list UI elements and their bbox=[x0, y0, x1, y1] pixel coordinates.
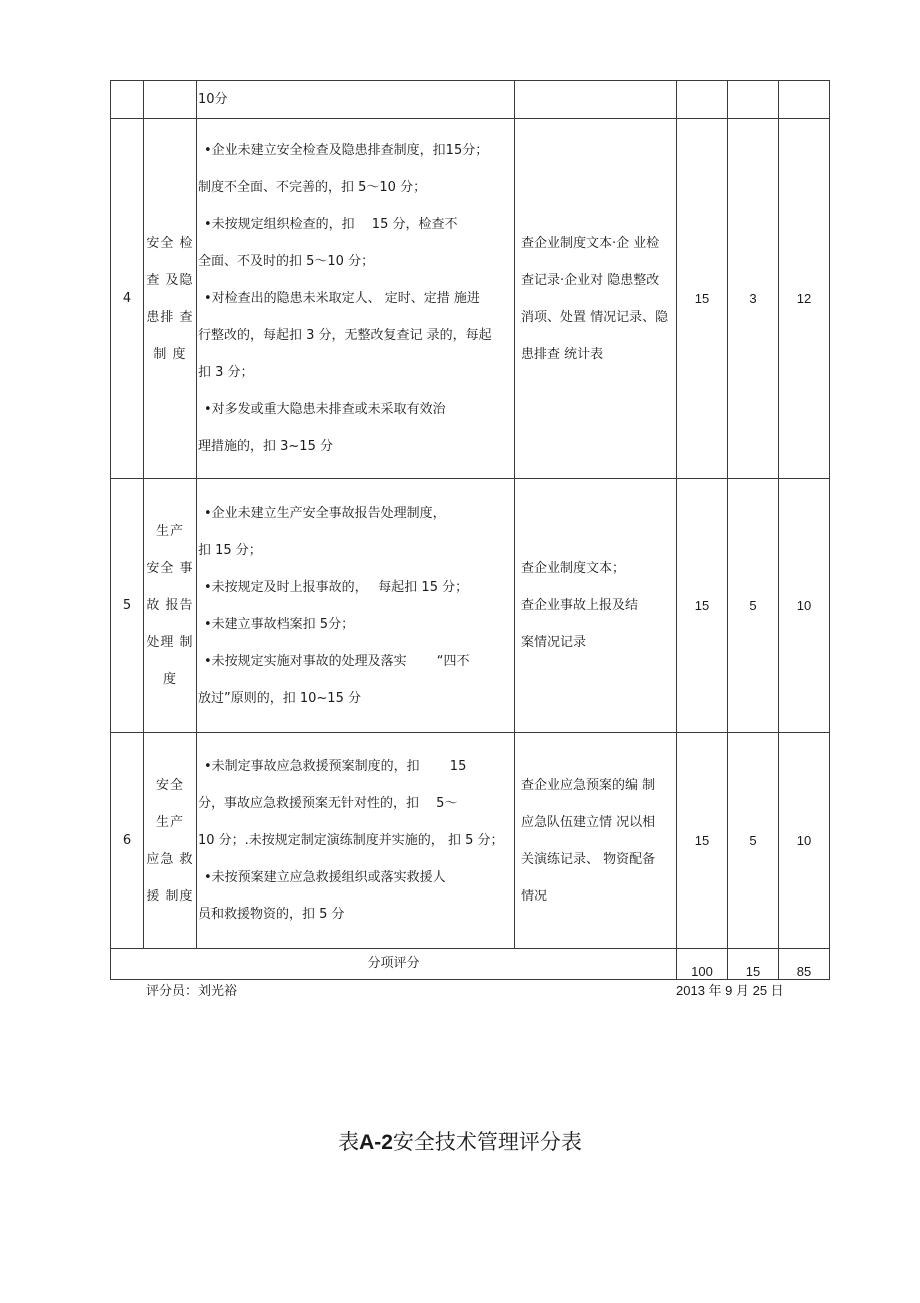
text-line: •未按规定及时上报事故的， 每起扣 15 分； bbox=[204, 579, 469, 595]
table-row bbox=[111, 733, 830, 949]
score-date: 2013 年 9 月 25 日 bbox=[676, 983, 784, 998]
text-line: 生产 bbox=[155, 524, 184, 539]
text-line: 生产 bbox=[155, 814, 184, 830]
cell-empty bbox=[779, 81, 830, 119]
text-line: 制度不全面、不完善的，扣 5～10 分； bbox=[198, 180, 427, 195]
full-score: 15 bbox=[677, 119, 728, 479]
actual-score: 12 bbox=[779, 119, 830, 479]
summary-row bbox=[111, 949, 830, 980]
text-line: 扣 3 分； bbox=[198, 365, 254, 380]
item-number: 4 bbox=[111, 119, 144, 479]
text-line: •企业未建立生产安全事故报告处理制度， bbox=[204, 505, 446, 521]
text-line: 查企业应急预案的编 制 bbox=[521, 777, 656, 793]
item-name bbox=[144, 479, 197, 733]
item-name bbox=[144, 733, 197, 949]
cell-empty bbox=[111, 81, 144, 119]
text-line: •对多发或重大隐患未排查或未采取有效治 bbox=[204, 402, 446, 417]
text-line: 理措施的，扣 3~15 分 bbox=[198, 439, 333, 454]
title-prefix: 表 bbox=[338, 1130, 360, 1154]
text-line: 查企业制度文本·企 业检 bbox=[521, 235, 660, 251]
item-number: 6 bbox=[111, 733, 144, 949]
standard-cell: 10分 bbox=[197, 81, 515, 119]
text-line: 关演练记录、 物资配备 bbox=[521, 851, 656, 867]
text-line: 应急 救 bbox=[146, 851, 194, 867]
title-code: A-2 bbox=[359, 1131, 393, 1154]
actual-score: 10 bbox=[779, 479, 830, 733]
summary-deducted: 15 bbox=[728, 949, 779, 980]
text-line: 故 报告 bbox=[146, 598, 194, 613]
text-line: •对检查出的隐患未米取定人、 定时、定措 施进 bbox=[204, 291, 480, 306]
actual-score: 10 bbox=[779, 733, 830, 949]
score-table bbox=[110, 80, 830, 980]
deducted-score: 3 bbox=[728, 119, 779, 479]
text-line: •企业未建立安全检查及隐患排查制度，扣15分； bbox=[204, 143, 489, 158]
check-method bbox=[515, 119, 677, 479]
text-line: 查记录·企业对 隐患整改 bbox=[521, 272, 660, 288]
text-line: 全面、不及时的扣 5～10 分； bbox=[198, 254, 375, 269]
scorer: 评分员：刘光裕 bbox=[146, 984, 238, 999]
text-line: 安全 检 bbox=[146, 235, 194, 251]
cell-empty bbox=[144, 81, 197, 119]
text-line: 10 分；.未按规定制定演练制度并实施的， 扣 5 分； bbox=[198, 833, 504, 848]
text-line: 扣 15 分； bbox=[198, 542, 262, 558]
title-text: 安全技术管理评分表 bbox=[392, 1130, 582, 1154]
cell-empty bbox=[677, 81, 728, 119]
cell-empty bbox=[515, 81, 677, 119]
deducted-score: 5 bbox=[728, 733, 779, 949]
text-line: 查 及隐 bbox=[146, 272, 194, 288]
check-method bbox=[515, 733, 677, 949]
text-line: •未按规定组织检查的，扣 15 分，检查不 bbox=[204, 217, 458, 232]
text-line: 应急队伍建立情 况以相 bbox=[521, 814, 656, 830]
full-score: 15 bbox=[677, 733, 728, 949]
scoring-standard bbox=[197, 733, 515, 949]
text-line: 安全 bbox=[155, 777, 184, 793]
text-line: 制 度 bbox=[153, 346, 187, 362]
summary-label: 分项评分 bbox=[111, 949, 677, 980]
item-number: 5 bbox=[111, 479, 144, 733]
text-line: 情况 bbox=[521, 888, 548, 904]
text-line: 分，事故应急救援预案无针对性的，扣 5～ bbox=[198, 796, 458, 811]
text-line: •未建立事故档案扣 5分； bbox=[204, 616, 355, 632]
summary-score: 85 bbox=[779, 949, 830, 980]
next-table-title bbox=[0, 1126, 920, 1156]
full-score: 15 bbox=[677, 479, 728, 733]
text-line: 消项、处置 情况记录、隐 bbox=[521, 309, 669, 325]
text-line: •未按规定实施对事故的处理及落实 “四不 bbox=[204, 653, 470, 669]
summary-full: 100 bbox=[677, 949, 728, 980]
scoring-standard bbox=[197, 119, 515, 479]
scoring-standard bbox=[197, 479, 515, 733]
text-line: •未按预案建立应急救援组织或落实救援人 bbox=[204, 870, 446, 885]
text-line: 员和救援物资的，扣 5 分 bbox=[198, 907, 345, 922]
check-method bbox=[515, 479, 677, 733]
text-line: 行整改的，每起扣 3 分，无整改复查记 录的，每起 bbox=[198, 328, 492, 343]
text-line: •未制定事故应急救援预案制度的，扣 15 bbox=[204, 759, 467, 774]
text-line: 援 制度 bbox=[146, 888, 194, 904]
text-line: 患排 查 bbox=[146, 309, 194, 325]
text-line: 案情况记录 bbox=[521, 635, 587, 650]
table-row bbox=[111, 119, 830, 479]
text-line: 安全 事 bbox=[146, 561, 194, 576]
deducted-score: 5 bbox=[728, 479, 779, 733]
table-row bbox=[111, 479, 830, 733]
item-name bbox=[144, 119, 197, 479]
text-line: 查企业事故上报及结 bbox=[521, 598, 639, 613]
text-line: 查企业制度文本； bbox=[521, 561, 626, 576]
cell-empty bbox=[728, 81, 779, 119]
text-line: 患排查 统计表 bbox=[521, 346, 604, 362]
text-line: 度 bbox=[162, 672, 177, 687]
table-row bbox=[111, 81, 830, 119]
text-line: 处理 制 bbox=[146, 635, 194, 650]
text-line: 放过”原则的，扣 10~15 分 bbox=[198, 690, 361, 706]
